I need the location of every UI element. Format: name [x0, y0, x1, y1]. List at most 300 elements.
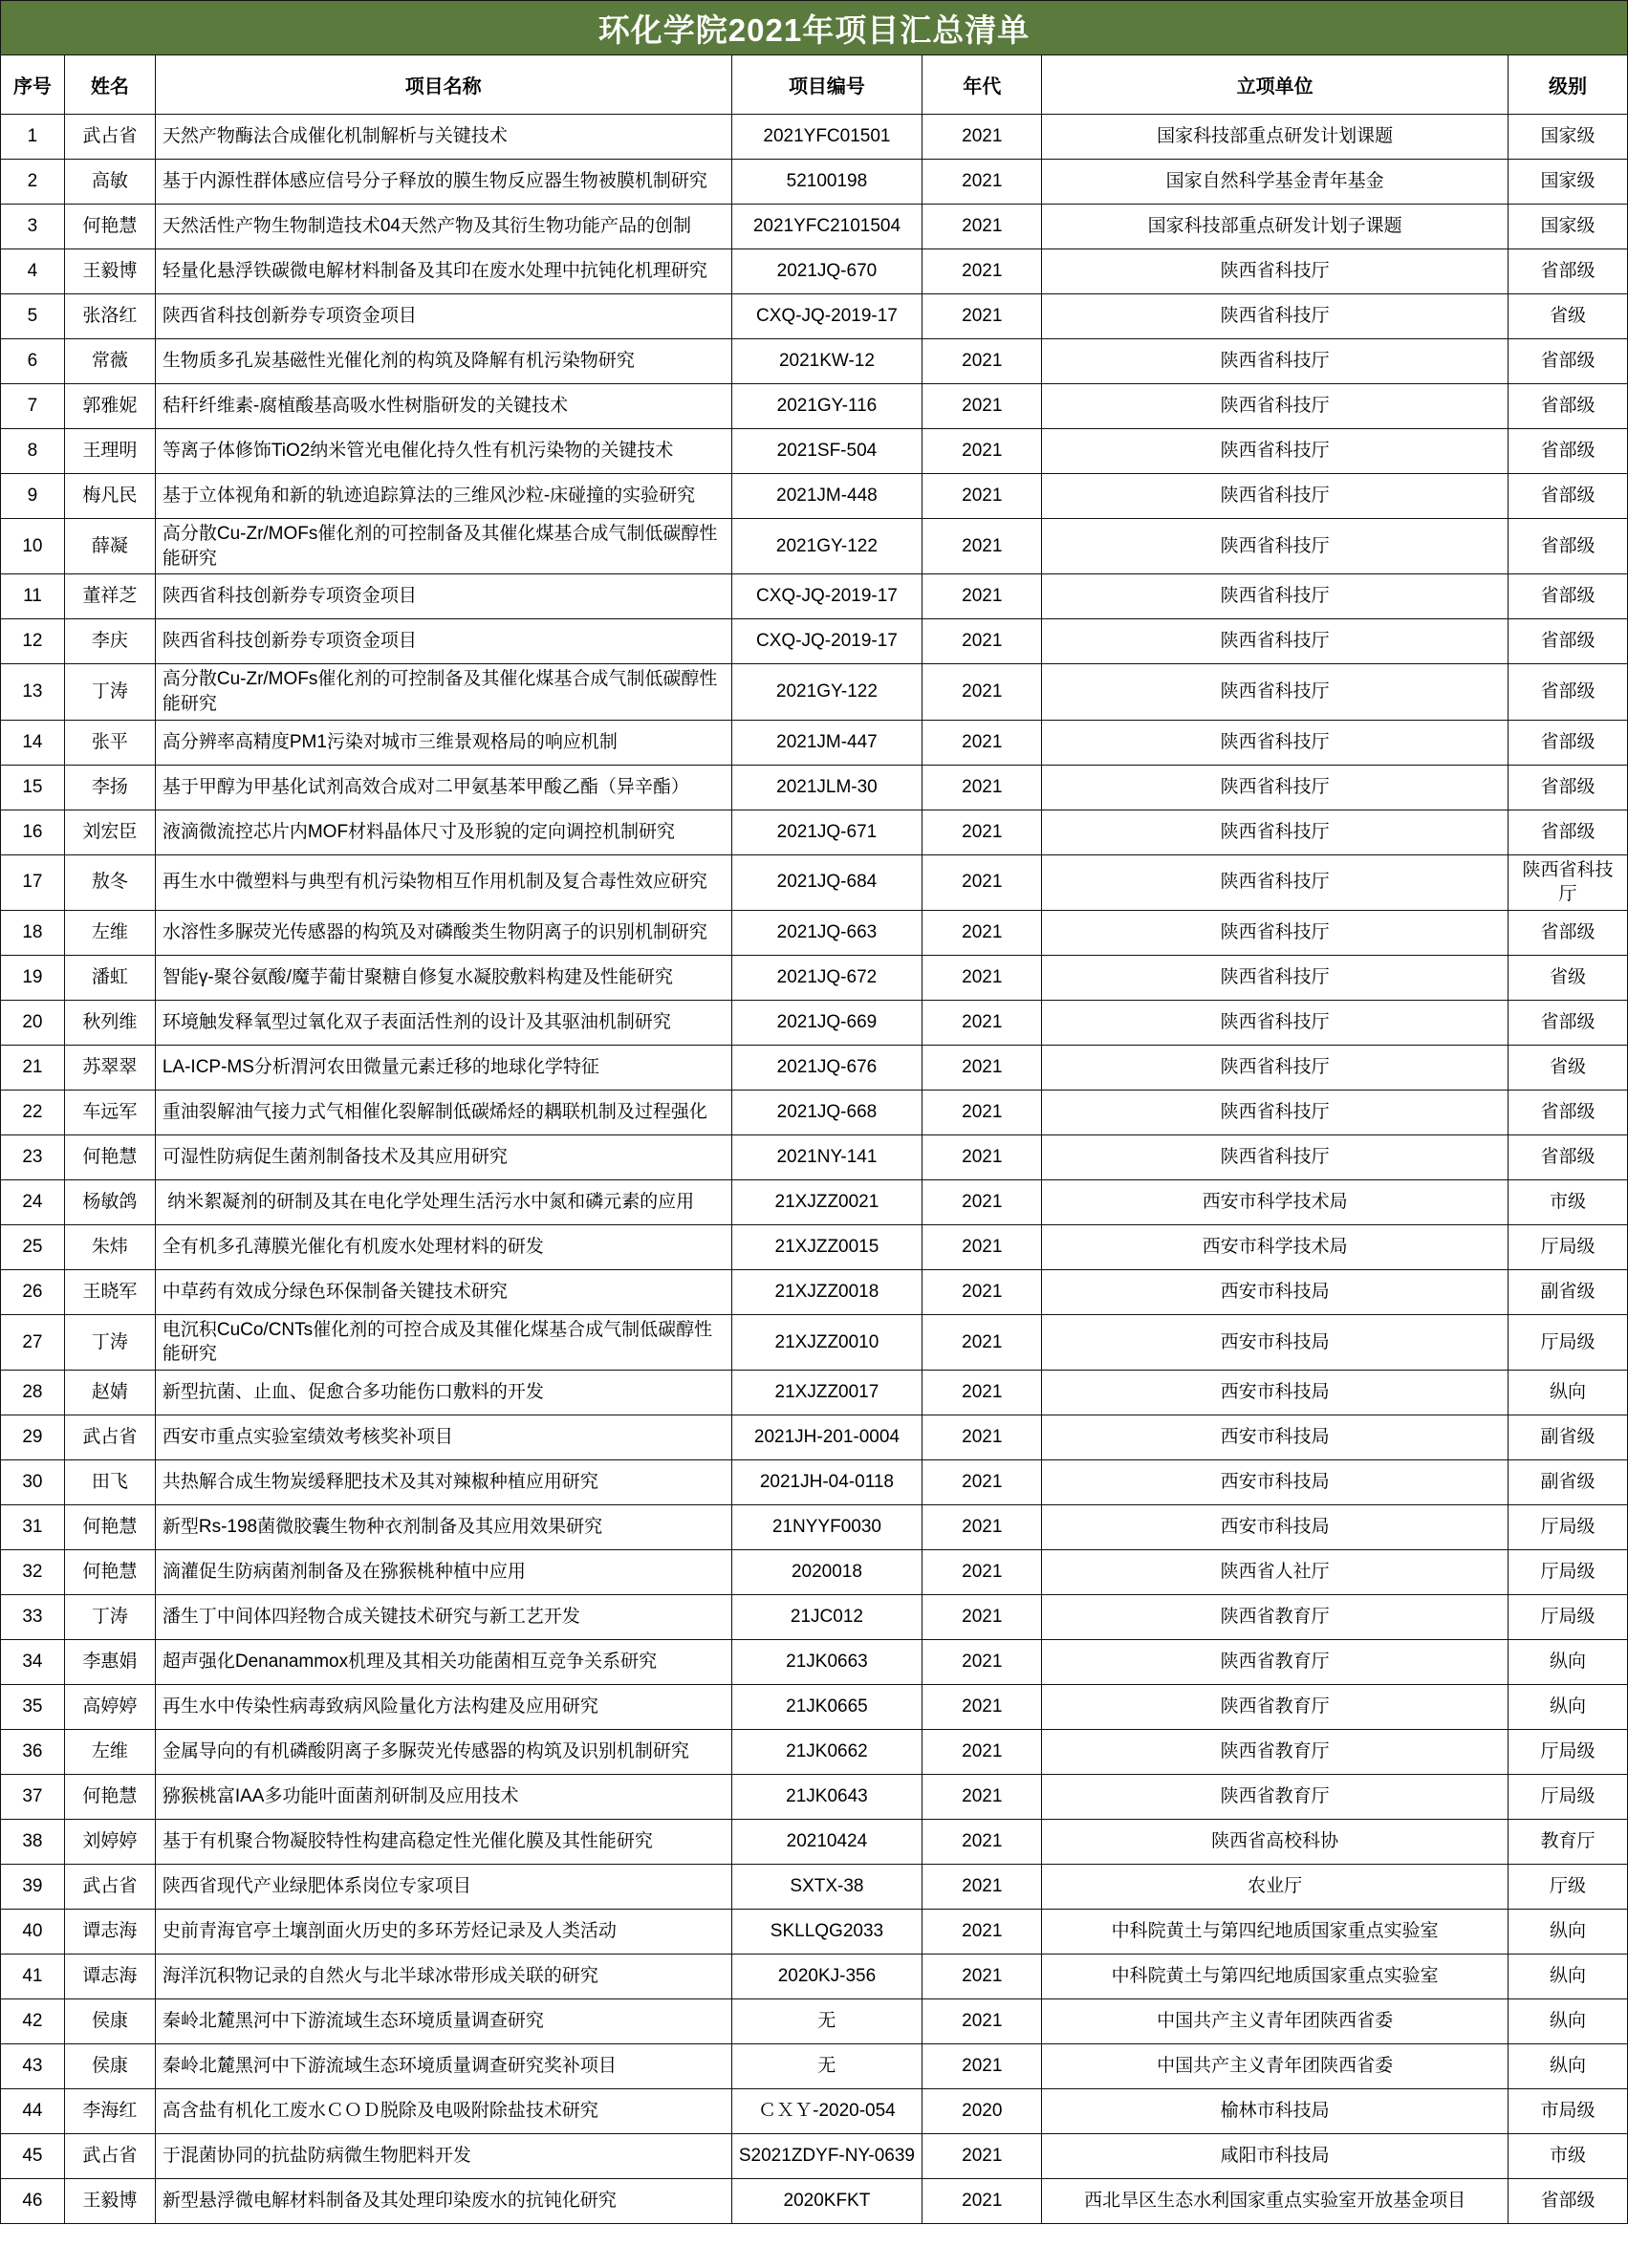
cell-level: 纵向	[1509, 2044, 1628, 2089]
cell-project-name: 陕西省科技创新券专项资金项目	[155, 574, 731, 619]
cell-level: 市级	[1509, 2134, 1628, 2179]
cell-project-code: 20210424	[731, 1820, 923, 1865]
cell-name: 薛凝	[64, 519, 155, 574]
cell-project-code: CXQ-JQ-2019-17	[731, 619, 923, 664]
cell-approval-unit: 陕西省科技厅	[1042, 1045, 1509, 1090]
cell-project-name: 高分散Cu-Zr/MOFs催化剂的可控制备及其催化煤基合成气制低碳醇性能研究	[155, 664, 731, 720]
cell-year: 2020	[923, 2089, 1042, 2134]
cell-project-name: 金属导向的有机磷酸阴离子多脲荧光传感器的构筑及识别机制研究	[155, 1730, 731, 1775]
cell-serial: 5	[1, 294, 65, 339]
cell-serial: 39	[1, 1865, 65, 1910]
cell-name: 董祥芝	[64, 574, 155, 619]
cell-year: 2021	[923, 474, 1042, 519]
cell-approval-unit: 陕西省科技厅	[1042, 474, 1509, 519]
cell-project-name: 重油裂解油气接力式气相催化裂解制低碳烯烃的耦联机制及过程强化	[155, 1090, 731, 1134]
cell-name: 高敏	[64, 160, 155, 205]
cell-level: 纵向	[1509, 1910, 1628, 1955]
cell-project-name: 新型悬浮微电解材料制备及其处理印染废水的抗钝化研究	[155, 2179, 731, 2224]
cell-serial: 29	[1, 1415, 65, 1460]
cell-project-name: 猕猴桃富IAA多功能叶面菌剂研制及应用技术	[155, 1775, 731, 1820]
cell-project-code: 21XJZZ0010	[731, 1314, 923, 1370]
cell-name: 武占省	[64, 2134, 155, 2179]
cell-serial: 42	[1, 1999, 65, 2044]
cell-project-code: 2020KFKT	[731, 2179, 923, 2224]
cell-year: 2021	[923, 910, 1042, 955]
cell-serial: 41	[1, 1955, 65, 1999]
cell-name: 谭志海	[64, 1955, 155, 1999]
cell-approval-unit: 榆林市科技局	[1042, 2089, 1509, 2134]
table-row	[1, 249, 1628, 294]
table-row	[1, 205, 1628, 249]
cell-name: 王晓军	[64, 1269, 155, 1314]
cell-year: 2021	[923, 2179, 1042, 2224]
table-row	[1, 1000, 1628, 1045]
cell-project-code: 21XJZZ0021	[731, 1179, 923, 1224]
cell-name: 何艳慧	[64, 205, 155, 249]
cell-project-code: 2021JQ-670	[731, 249, 923, 294]
cell-serial: 33	[1, 1595, 65, 1640]
cell-name: 秋列维	[64, 1000, 155, 1045]
cell-project-code: 2021JQ-671	[731, 810, 923, 854]
column-header-row	[1, 55, 1628, 115]
cell-approval-unit: 陕西省科技厅	[1042, 720, 1509, 765]
cell-approval-unit: 西安市科技局	[1042, 1505, 1509, 1550]
cell-level: 厅级	[1509, 1865, 1628, 1910]
column-header-unit: 立项单位	[1042, 55, 1509, 115]
cell-approval-unit: 西安市科技局	[1042, 1415, 1509, 1460]
cell-approval-unit: 西安市科技局	[1042, 1371, 1509, 1415]
cell-project-code: 2021JH-201-0004	[731, 1415, 923, 1460]
cell-project-code: 2021JM-448	[731, 474, 923, 519]
cell-level: 省部级	[1509, 720, 1628, 765]
cell-approval-unit: 陕西省教育厅	[1042, 1730, 1509, 1775]
table-row	[1, 2134, 1628, 2179]
cell-project-code: CXQ-JQ-2019-17	[731, 574, 923, 619]
cell-year: 2021	[923, 1134, 1042, 1179]
cell-serial: 14	[1, 720, 65, 765]
cell-approval-unit: 陕西省教育厅	[1042, 1685, 1509, 1730]
table-row	[1, 1134, 1628, 1179]
cell-year: 2021	[923, 115, 1042, 160]
cell-serial: 2	[1, 160, 65, 205]
cell-year: 2021	[923, 1314, 1042, 1370]
cell-serial: 35	[1, 1685, 65, 1730]
cell-project-name: 陕西省现代产业绿肥体系岗位专家项目	[155, 1865, 731, 1910]
cell-name: 敖冬	[64, 854, 155, 910]
cell-year: 2021	[923, 1460, 1042, 1505]
cell-name: 侯康	[64, 1999, 155, 2044]
cell-approval-unit: 陕西省教育厅	[1042, 1640, 1509, 1685]
cell-approval-unit: 陕西省科技厅	[1042, 619, 1509, 664]
cell-approval-unit: 中国共产主义青年团陕西省委	[1042, 1999, 1509, 2044]
cell-year: 2021	[923, 1090, 1042, 1134]
table-row	[1, 160, 1628, 205]
cell-approval-unit: 中国共产主义青年团陕西省委	[1042, 2044, 1509, 2089]
cell-level: 省部级	[1509, 249, 1628, 294]
cell-project-code: 21XJZZ0015	[731, 1224, 923, 1269]
cell-approval-unit: 陕西省科技厅	[1042, 1134, 1509, 1179]
table-row	[1, 854, 1628, 910]
table-row	[1, 1179, 1628, 1224]
cell-project-name: 可湿性防病促生菌剂制备技术及其应用研究	[155, 1134, 731, 1179]
cell-name: 常薇	[64, 339, 155, 384]
cell-approval-unit: 陕西省科技厅	[1042, 519, 1509, 574]
cell-project-code: 2021GY-122	[731, 664, 923, 720]
cell-level: 厅局级	[1509, 1550, 1628, 1595]
cell-year: 2021	[923, 810, 1042, 854]
cell-project-code: 52100198	[731, 160, 923, 205]
cell-project-name: 秸秆纤维素-腐植酸基高吸水性树脂研发的关键技术	[155, 384, 731, 429]
cell-year: 2021	[923, 1820, 1042, 1865]
table-row	[1, 1685, 1628, 1730]
cell-project-name: 天然产物酶法合成催化机制解析与关键技术	[155, 115, 731, 160]
cell-project-code: 2021NY-141	[731, 1134, 923, 1179]
cell-name: 车远军	[64, 1090, 155, 1134]
table-row	[1, 910, 1628, 955]
cell-approval-unit: 陕西省科技厅	[1042, 810, 1509, 854]
cell-project-name: 滴灌促生防病菌剂制备及在猕猴桃种植中应用	[155, 1550, 731, 1595]
cell-serial: 18	[1, 910, 65, 955]
cell-approval-unit: 陕西省教育厅	[1042, 1775, 1509, 1820]
table-row	[1, 574, 1628, 619]
cell-project-code: 2021JH-04-0118	[731, 1460, 923, 1505]
cell-serial: 30	[1, 1460, 65, 1505]
cell-serial: 37	[1, 1775, 65, 1820]
cell-name: 左维	[64, 910, 155, 955]
table-row	[1, 1595, 1628, 1640]
table-row	[1, 294, 1628, 339]
cell-name: 武占省	[64, 1415, 155, 1460]
cell-level: 厅局级	[1509, 1730, 1628, 1775]
cell-project-name: 纳米絮凝剂的研制及其在电化学处理生活污水中氮和磷元素的应用	[155, 1179, 731, 1224]
column-header-level: 级别	[1509, 55, 1628, 115]
cell-serial: 19	[1, 955, 65, 1000]
column-header-project: 项目名称	[155, 55, 731, 115]
cell-project-code: 2021GY-116	[731, 384, 923, 429]
cell-serial: 24	[1, 1179, 65, 1224]
cell-level: 市级	[1509, 1179, 1628, 1224]
cell-serial: 27	[1, 1314, 65, 1370]
table-row	[1, 1550, 1628, 1595]
cell-approval-unit: 陕西省科技厅	[1042, 574, 1509, 619]
cell-serial: 16	[1, 810, 65, 854]
cell-serial: 26	[1, 1269, 65, 1314]
cell-project-name: 再生水中传染性病毒致病风险量化方法构建及应用研究	[155, 1685, 731, 1730]
cell-serial: 38	[1, 1820, 65, 1865]
cell-project-name: 环境触发释氧型过氧化双子表面活性剂的设计及其驱油机制研究	[155, 1000, 731, 1045]
cell-serial: 46	[1, 2179, 65, 2224]
cell-name: 郭雅妮	[64, 384, 155, 429]
cell-serial: 10	[1, 519, 65, 574]
cell-approval-unit: 西安市科学技术局	[1042, 1224, 1509, 1269]
cell-name: 李扬	[64, 765, 155, 810]
cell-level: 省部级	[1509, 339, 1628, 384]
cell-approval-unit: 陕西省教育厅	[1042, 1595, 1509, 1640]
cell-serial: 9	[1, 474, 65, 519]
cell-level: 教育厅	[1509, 1820, 1628, 1865]
cell-year: 2021	[923, 1000, 1042, 1045]
cell-project-code: 2021JLM-30	[731, 765, 923, 810]
cell-project-name: 基于有机聚合物凝胶特性构建高稳定性光催化膜及其性能研究	[155, 1820, 731, 1865]
cell-project-name: 基于立体视角和新的轨迹追踪算法的三维风沙粒-床碰撞的实验研究	[155, 474, 731, 519]
cell-project-code: 21JC012	[731, 1595, 923, 1640]
cell-name: 李海红	[64, 2089, 155, 2134]
cell-year: 2021	[923, 955, 1042, 1000]
cell-level: 省级	[1509, 294, 1628, 339]
cell-project-name: 再生水中微塑料与典型有机污染物相互作用机制及复合毒性效应研究	[155, 854, 731, 910]
cell-level: 省部级	[1509, 765, 1628, 810]
cell-level: 省级	[1509, 1045, 1628, 1090]
cell-level: 省部级	[1509, 1134, 1628, 1179]
cell-year: 2021	[923, 2134, 1042, 2179]
cell-project-name: 陕西省科技创新券专项资金项目	[155, 294, 731, 339]
cell-project-name: 于混菌协同的抗盐防病微生物肥料开发	[155, 2134, 731, 2179]
cell-project-code: 2021SF-504	[731, 429, 923, 474]
cell-year: 2021	[923, 1955, 1042, 1999]
cell-level: 厅局级	[1509, 1314, 1628, 1370]
cell-approval-unit: 西安市科技局	[1042, 1460, 1509, 1505]
cell-name: 王理明	[64, 429, 155, 474]
cell-serial: 7	[1, 384, 65, 429]
cell-level: 省部级	[1509, 2179, 1628, 2224]
table-row	[1, 1505, 1628, 1550]
table-row	[1, 955, 1628, 1000]
cell-name: 赵婧	[64, 1371, 155, 1415]
cell-serial: 13	[1, 664, 65, 720]
table-row	[1, 1820, 1628, 1865]
cell-project-name: 天然活性产物生物制造技术04天然产物及其衍生物功能产品的创制	[155, 205, 731, 249]
table-row	[1, 519, 1628, 574]
cell-approval-unit: 陕西省人社厅	[1042, 1550, 1509, 1595]
table-row	[1, 115, 1628, 160]
cell-project-code: S2021ZDYF-NY-0639	[731, 2134, 923, 2179]
cell-project-code: 2021JQ-669	[731, 1000, 923, 1045]
cell-project-name: 海洋沉积物记录的自然火与北半球冰带形成关联的研究	[155, 1955, 731, 1999]
cell-project-code: 2021KW-12	[731, 339, 923, 384]
cell-project-name: 等离子体修饰TiO2纳米管光电催化持久性有机污染物的关键技术	[155, 429, 731, 474]
cell-serial: 3	[1, 205, 65, 249]
cell-serial: 45	[1, 2134, 65, 2179]
cell-year: 2021	[923, 294, 1042, 339]
cell-level: 省部级	[1509, 664, 1628, 720]
cell-serial: 40	[1, 1910, 65, 1955]
cell-project-name: 陕西省科技创新券专项资金项目	[155, 619, 731, 664]
cell-level: 省部级	[1509, 810, 1628, 854]
cell-name: 李庆	[64, 619, 155, 664]
cell-year: 2021	[923, 1730, 1042, 1775]
cell-project-name: 秦岭北麓黑河中下游流域生态环境质量调查研究	[155, 1999, 731, 2044]
cell-year: 2021	[923, 1045, 1042, 1090]
cell-project-name: 水溶性多脲荧光传感器的构筑及对磷酸类生物阴离子的识别机制研究	[155, 910, 731, 955]
cell-level: 省部级	[1509, 384, 1628, 429]
cell-project-code: 21XJZZ0017	[731, 1371, 923, 1415]
cell-project-name: 史前青海官亭土壤剖面火历史的多环芳烃记录及人类活动	[155, 1910, 731, 1955]
cell-approval-unit: 陕西省高校科协	[1042, 1820, 1509, 1865]
cell-serial: 23	[1, 1134, 65, 1179]
cell-project-name: 新型抗菌、止血、促愈合多功能伤口敷料的开发	[155, 1371, 731, 1415]
cell-name: 丁涛	[64, 1314, 155, 1370]
cell-project-code: 21JK0665	[731, 1685, 923, 1730]
table-row	[1, 619, 1628, 664]
table-row	[1, 1730, 1628, 1775]
cell-approval-unit: 陕西省科技厅	[1042, 854, 1509, 910]
cell-approval-unit: 陕西省科技厅	[1042, 664, 1509, 720]
table-row	[1, 1090, 1628, 1134]
cell-level: 纵向	[1509, 1955, 1628, 1999]
page-title: 环化学院2021年项目汇总清单	[1, 1, 1628, 55]
table-row	[1, 1415, 1628, 1460]
cell-serial: 32	[1, 1550, 65, 1595]
cell-name: 李惠娟	[64, 1640, 155, 1685]
cell-year: 2021	[923, 1685, 1042, 1730]
cell-level: 纵向	[1509, 1999, 1628, 2044]
cell-approval-unit: 西北旱区生态水利国家重点实验室开放基金项目	[1042, 2179, 1509, 2224]
cell-year: 2021	[923, 1371, 1042, 1415]
cell-project-name: 基于内源性群体感应信号分子释放的膜生物反应器生物被膜机制研究	[155, 160, 731, 205]
cell-level: 副省级	[1509, 1269, 1628, 1314]
cell-approval-unit: 陕西省科技厅	[1042, 765, 1509, 810]
cell-serial: 28	[1, 1371, 65, 1415]
cell-year: 2021	[923, 1999, 1042, 2044]
cell-level: 厅局级	[1509, 1775, 1628, 1820]
title-row	[1, 1, 1628, 55]
cell-level: 省级	[1509, 955, 1628, 1000]
cell-serial: 11	[1, 574, 65, 619]
cell-serial: 21	[1, 1045, 65, 1090]
cell-serial: 4	[1, 249, 65, 294]
cell-approval-unit: 陕西省科技厅	[1042, 384, 1509, 429]
cell-name: 何艳慧	[64, 1505, 155, 1550]
cell-name: 张平	[64, 720, 155, 765]
table-row	[1, 1999, 1628, 2044]
cell-level: 厅局级	[1509, 1505, 1628, 1550]
cell-year: 2021	[923, 384, 1042, 429]
cell-serial: 34	[1, 1640, 65, 1685]
cell-project-name: 潘生丁中间体四羟物合成关键技术研究与新工艺开发	[155, 1595, 731, 1640]
cell-year: 2021	[923, 664, 1042, 720]
cell-serial: 36	[1, 1730, 65, 1775]
cell-year: 2021	[923, 429, 1042, 474]
cell-project-code: 21JK0663	[731, 1640, 923, 1685]
cell-year: 2021	[923, 1224, 1042, 1269]
cell-serial: 12	[1, 619, 65, 664]
cell-level: 国家级	[1509, 160, 1628, 205]
cell-project-code: 2020018	[731, 1550, 923, 1595]
cell-approval-unit: 陕西省科技厅	[1042, 249, 1509, 294]
cell-name: 丁涛	[64, 664, 155, 720]
cell-level: 厅局级	[1509, 1224, 1628, 1269]
table-row	[1, 429, 1628, 474]
cell-serial: 6	[1, 339, 65, 384]
cell-level: 省部级	[1509, 474, 1628, 519]
cell-level: 陕西省科技厅	[1509, 854, 1628, 910]
table-row	[1, 2089, 1628, 2134]
cell-level: 国家级	[1509, 205, 1628, 249]
cell-name: 何艳慧	[64, 1134, 155, 1179]
cell-approval-unit: 陕西省科技厅	[1042, 294, 1509, 339]
table-row	[1, 765, 1628, 810]
cell-project-name: 全有机多孔薄膜光催化有机废水处理材料的研发	[155, 1224, 731, 1269]
cell-year: 2021	[923, 1415, 1042, 1460]
cell-project-name: 高分辨率高精度PM1污染对城市三维景观格局的响应机制	[155, 720, 731, 765]
cell-name: 谭志海	[64, 1910, 155, 1955]
cell-serial: 25	[1, 1224, 65, 1269]
cell-year: 2021	[923, 1910, 1042, 1955]
cell-name: 何艳慧	[64, 1775, 155, 1820]
table-row	[1, 1775, 1628, 1820]
cell-project-name: 西安市重点实验室绩效考核奖补项目	[155, 1415, 731, 1460]
cell-project-name: 智能γ-聚谷氨酸/魔芋葡甘聚糖自修复水凝胶敷料构建及性能研究	[155, 955, 731, 1000]
cell-year: 2021	[923, 1550, 1042, 1595]
cell-project-code: 2021JQ-676	[731, 1045, 923, 1090]
cell-approval-unit: 国家科技部重点研发计划课题	[1042, 115, 1509, 160]
cell-name: 杨敏鸽	[64, 1179, 155, 1224]
table-row	[1, 474, 1628, 519]
cell-name: 田飞	[64, 1460, 155, 1505]
cell-level: 市局级	[1509, 2089, 1628, 2134]
table-row	[1, 1314, 1628, 1370]
table-row	[1, 1910, 1628, 1955]
table-row	[1, 810, 1628, 854]
cell-project-code: ＣＸＹ-2020-054	[731, 2089, 923, 2134]
table-row	[1, 1640, 1628, 1685]
cell-project-name: 超声强化Denanammox机理及其相关功能菌相互竞争关系研究	[155, 1640, 731, 1685]
cell-project-code: 21JK0643	[731, 1775, 923, 1820]
cell-serial: 44	[1, 2089, 65, 2134]
cell-serial: 1	[1, 115, 65, 160]
cell-year: 2021	[923, 854, 1042, 910]
cell-name: 侯康	[64, 2044, 155, 2089]
cell-level: 纵向	[1509, 1371, 1628, 1415]
cell-serial: 15	[1, 765, 65, 810]
cell-project-name: 高分散Cu-Zr/MOFs催化剂的可控制备及其催化煤基合成气制低碳醇性能研究	[155, 519, 731, 574]
cell-project-code: 2021JQ-672	[731, 955, 923, 1000]
cell-year: 2021	[923, 160, 1042, 205]
cell-project-code: 无	[731, 1999, 923, 2044]
cell-project-code: 2020KJ-356	[731, 1955, 923, 1999]
cell-serial: 43	[1, 2044, 65, 2089]
cell-name: 武占省	[64, 115, 155, 160]
cell-year: 2021	[923, 2044, 1042, 2089]
cell-project-name: LA-ICP-MS分析渭河农田微量元素迁移的地球化学特征	[155, 1045, 731, 1090]
column-header-serial: 序号	[1, 55, 65, 115]
cell-project-code: 无	[731, 2044, 923, 2089]
cell-year: 2021	[923, 1179, 1042, 1224]
table-row	[1, 1460, 1628, 1505]
table-row	[1, 1224, 1628, 1269]
cell-project-code: 2021JQ-663	[731, 910, 923, 955]
cell-approval-unit: 西安市科学技术局	[1042, 1179, 1509, 1224]
cell-project-code: 2021JQ-684	[731, 854, 923, 910]
cell-name: 高婷婷	[64, 1685, 155, 1730]
table-row	[1, 1955, 1628, 1999]
cell-level: 副省级	[1509, 1460, 1628, 1505]
cell-project-code: 2021GY-122	[731, 519, 923, 574]
cell-name: 朱炜	[64, 1224, 155, 1269]
table-row	[1, 2044, 1628, 2089]
cell-name: 苏翠翠	[64, 1045, 155, 1090]
cell-level: 厅局级	[1509, 1595, 1628, 1640]
column-header-code: 项目编号	[731, 55, 923, 115]
cell-serial: 22	[1, 1090, 65, 1134]
cell-project-name: 共热解合成生物炭缓释肥技术及其对辣椒种植应用研究	[155, 1460, 731, 1505]
cell-approval-unit: 陕西省科技厅	[1042, 910, 1509, 955]
cell-name: 左维	[64, 1730, 155, 1775]
table-row	[1, 384, 1628, 429]
cell-year: 2021	[923, 1269, 1042, 1314]
cell-serial: 8	[1, 429, 65, 474]
cell-name: 丁涛	[64, 1595, 155, 1640]
